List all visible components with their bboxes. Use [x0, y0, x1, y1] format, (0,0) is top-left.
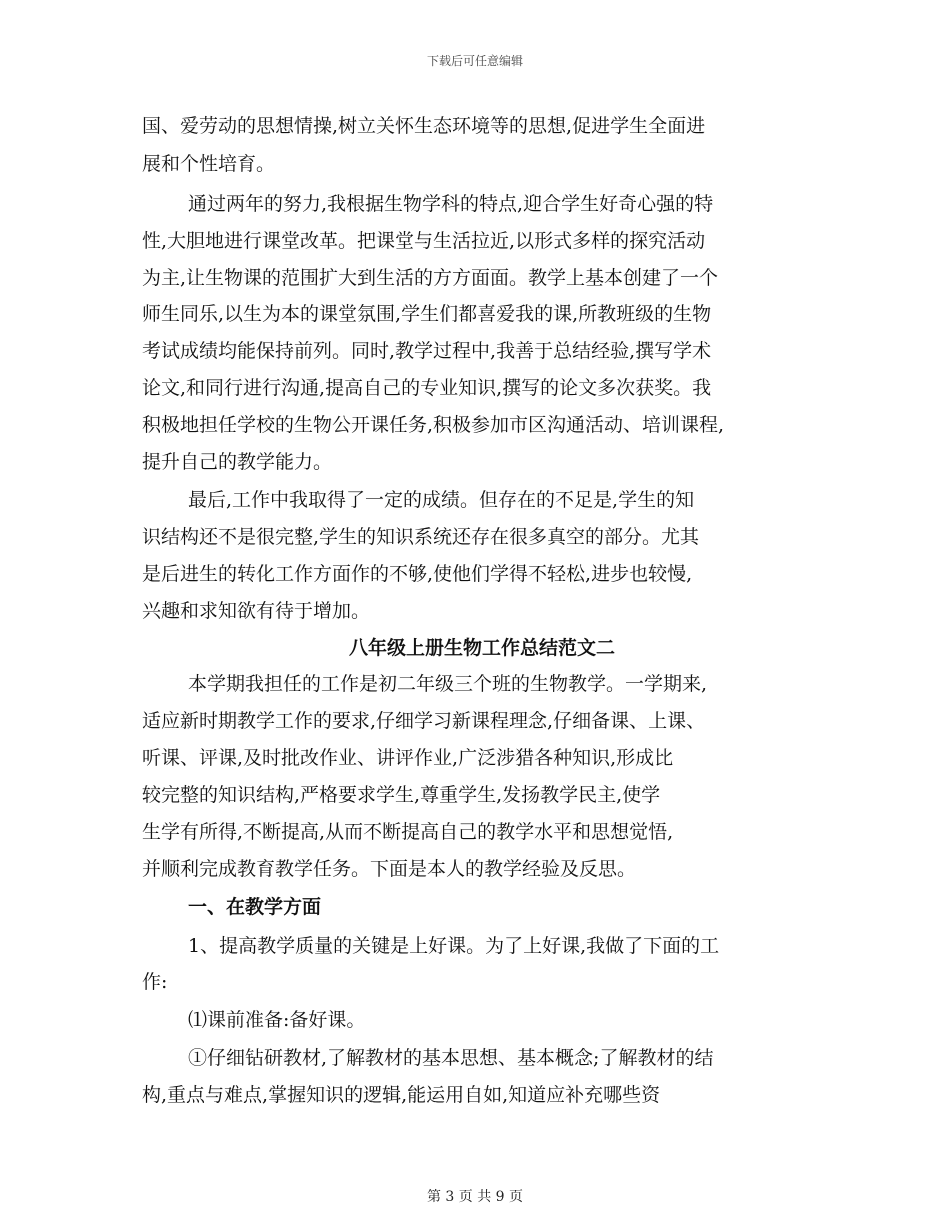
text-line: 兴趣和求知欲有待于增加。	[142, 600, 371, 622]
text-line: 最后,工作中我取得了一定的成绩。但存在的不足是,学生的知	[188, 489, 695, 511]
text-line: 本学期我担任的工作是初二年级三个班的生物教学。一学期来,	[188, 673, 708, 695]
text-line: 构,重点与难点,掌握知识的逻辑,能运用自如,知道应补充哪些资	[142, 1084, 661, 1106]
text-line: 通过两年的努力,我根据生物学科的特点,迎合学生好奇心强的特	[188, 193, 714, 215]
text-line: 为主,让生物课的范围扩大到生活的方方面面。教学上基本创建了一个	[142, 267, 719, 289]
text-line: 国、爱劳动的思想情操,树立关怀生态环境等的思想,促进学生全面进	[142, 115, 706, 137]
text-line: 生学有所得,不断提高,从而不断提高自己的教学水平和思想觉悟,	[142, 821, 674, 843]
text-line: 1、提高教学质量的关键是上好课。为了上好课,我做了下面的工	[188, 935, 720, 957]
text-line: ⑴课前准备:备好课。	[188, 1009, 366, 1031]
text-line: 作:	[142, 971, 168, 993]
text-line: 师生同乐,以生为本的课堂氛围,学生们都喜爱我的课,所教班级的生物	[142, 303, 712, 325]
text-line: 展和个性培育。	[142, 153, 276, 175]
subsection-heading: 一、在教学方面	[188, 896, 322, 918]
section-title: 八年级上册生物工作总结范文二	[348, 637, 615, 659]
text-line: 并顺利完成教育教学任务。下面是本人的教学经验及反思。	[142, 858, 637, 880]
page-number: 第 3 页 共 9 页	[426, 1189, 524, 1205]
text-line: 考试成绩均能保持前列。同时,教学过程中,我善于总结经验,撰写学术	[142, 340, 712, 362]
text-line: 适应新时期教学工作的要求,仔细学习新课程理念,仔细备课、上课、	[142, 710, 706, 732]
text-line: 性,大胆地进行课堂改革。把课堂与生活拉近,以形式多样的探究活动	[142, 230, 706, 252]
page-header-note: 下载后可任意编辑	[426, 54, 523, 68]
text-line: 积极地担任学校的生物公开课任务,积极参加市区沟通活动、培训课程,	[142, 414, 725, 436]
text-line: ①仔细钻研教材,了解教材的基本思想、基本概念;了解教材的结	[188, 1047, 714, 1069]
text-line: 提升自己的教学能力。	[142, 451, 333, 473]
text-line: 识结构还不是很完整,学生的知识系统还存在很多真空的部分。尤其	[142, 526, 700, 548]
text-line: 听课、评课,及时批改作业、讲评作业,广泛涉猎各种知识,形成比	[142, 747, 674, 769]
text-line: 是后进生的转化工作方面作的不够,使他们学得不轻松,进步也较慢,	[142, 563, 693, 585]
text-line: 较完整的知识结构,严格要求学生,尊重学生,发扬教学民主,使学	[142, 784, 661, 806]
text-line: 论文,和同行进行沟通,提高自己的专业知识,撰写的论文多次获奖。我	[142, 377, 712, 399]
